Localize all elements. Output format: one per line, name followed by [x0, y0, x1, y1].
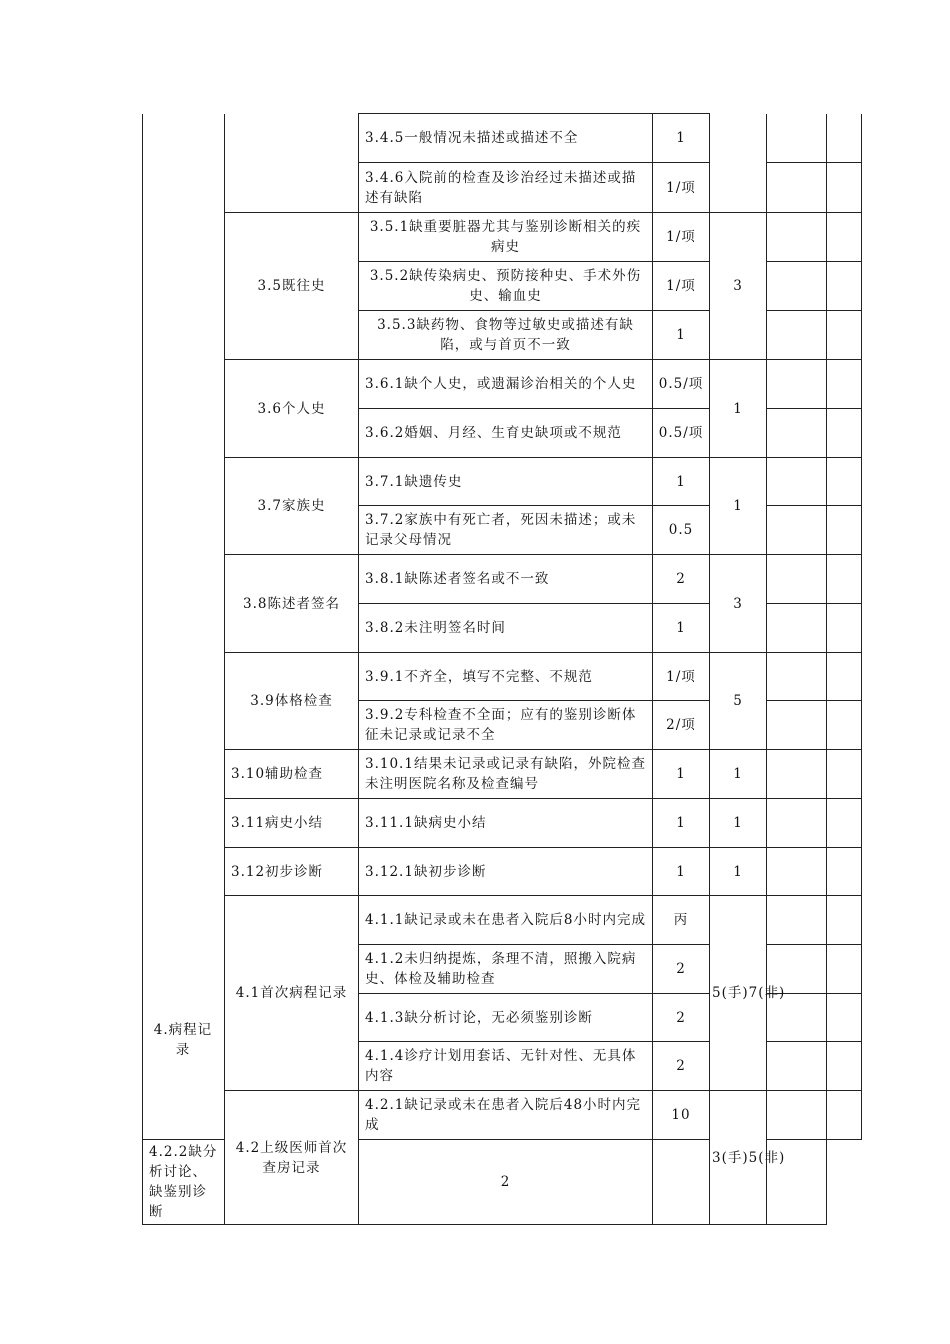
blank-cell — [827, 750, 862, 799]
item-cell: 4.2.1缺记录或未在患者入院后48小时内完成 — [359, 1091, 653, 1140]
blank-cell — [827, 653, 862, 701]
blank-cell — [827, 213, 862, 262]
blank-cell — [767, 311, 827, 360]
blank-cell — [827, 799, 862, 848]
category-label: 4.病程记录 — [153, 1022, 213, 1058]
item-cell: 3.5.3缺药物、食物等过敏史或描述有缺陷，或与首页不一致 — [359, 311, 653, 360]
blank-cell — [827, 409, 862, 458]
score-cell: 0.5 — [653, 506, 710, 555]
blank-cell — [827, 701, 862, 750]
score-cell: 1 — [653, 848, 710, 896]
score-cell: 1/项 — [653, 213, 710, 262]
score-cell: 1 — [653, 799, 710, 848]
score-cell: 2 — [653, 994, 710, 1042]
item-cell: 3.5.2缺传染病史、预防接种史、手术外伤史、输血史 — [359, 262, 653, 311]
group-cell: 3.8陈述者签名 — [225, 555, 359, 653]
total-cell: 5 — [710, 653, 767, 750]
blank-cell — [767, 262, 827, 311]
item-cell: 3.6.1缺个人史，或遗漏诊治相关的个人史 — [359, 360, 653, 409]
blank-cell — [767, 604, 827, 653]
item-cell: 3.4.6入院前的检查及诊治经过未描述或描述有缺陷 — [359, 163, 653, 213]
item-cell: 3.6.2婚姻、月经、生育史缺项或不规范 — [359, 409, 653, 458]
total-cell: 3 — [710, 213, 767, 360]
score-cell: 1 — [653, 114, 710, 163]
item-cell: 3.9.2专科检查不全面；应有的鉴别诊断体征未记录或记录不全 — [359, 701, 653, 750]
blank-cell — [767, 653, 827, 701]
blank-cell — [767, 750, 827, 799]
blank-cell — [767, 213, 827, 262]
item-cell: 3.8.1缺陈述者签名或不一致 — [359, 555, 653, 604]
score-cell: 1 — [653, 750, 710, 799]
group-cell: 3.6个人史 — [225, 360, 359, 458]
score-cell: 丙 — [653, 896, 710, 945]
item-cell: 4.1.4诊疗计划用套话、无针对性、无具体内容 — [359, 1042, 653, 1091]
total-cell: 1 — [710, 458, 767, 555]
item-cell: 3.7.1缺遗传史 — [359, 458, 653, 506]
group-cell: 3.5既往史 — [225, 213, 359, 360]
item-cell: 3.8.2未注明签名时间 — [359, 604, 653, 653]
score-cell: 2 — [653, 1042, 710, 1091]
blank-cell — [827, 360, 862, 409]
score-cell: 2 — [653, 945, 710, 994]
total-cell: 1 — [710, 750, 767, 799]
blank-cell — [653, 1140, 710, 1225]
blank-cell — [767, 506, 827, 555]
table-row — [143, 360, 862, 409]
total-cell: 1 — [710, 799, 767, 848]
total-cell: 5(手)7(非) — [710, 896, 767, 1091]
blank-cell — [827, 604, 862, 653]
score-cell: 1 — [653, 604, 710, 653]
blank-cell — [827, 262, 862, 311]
score-cell: 1/项 — [653, 653, 710, 701]
category-cell-blank — [143, 114, 225, 1140]
item-cell: 3.5.1缺重要脏器尤其与鉴别诊断相关的疾病史 — [359, 213, 653, 262]
blank-cell — [767, 799, 827, 848]
item-cell: 4.1.3缺分析讨论，无必须鉴别诊断 — [359, 994, 653, 1042]
group-cell-3-4 — [225, 114, 359, 213]
blank-cell — [767, 1091, 827, 1140]
table-row — [143, 1091, 862, 1140]
item-cell: 3.9.1不齐全，填写不完整、不规范 — [359, 653, 653, 701]
blank-cell — [827, 458, 862, 506]
blank-cell — [827, 1042, 862, 1091]
blank-cell — [767, 114, 827, 163]
item-cell: 3.7.2家族中有死亡者，死因未描述；或未记录父母情况 — [359, 506, 653, 555]
blank-cell — [767, 163, 827, 213]
group-cell: 3.10辅助检查 — [225, 750, 359, 799]
blank-cell — [767, 555, 827, 604]
total-cell — [710, 114, 767, 213]
score-cell: 2 — [359, 1140, 653, 1225]
group-cell: 4.2上级医师首次查房记录 — [225, 1091, 359, 1225]
table-row — [143, 114, 862, 163]
blank-cell — [827, 555, 862, 604]
blank-cell — [827, 945, 862, 994]
blank-cell — [827, 1091, 862, 1140]
table-row — [143, 896, 862, 945]
total-cell: 3(手)5(非) — [710, 1091, 767, 1225]
blank-cell — [827, 163, 862, 213]
blank-cell — [767, 409, 827, 458]
blank-cell — [827, 506, 862, 555]
item-cell: 3.10.1结果未记录或记录有缺陷，外院检查未注明医院名称及检查编号 — [359, 750, 653, 799]
table-row — [143, 799, 862, 848]
table-row — [143, 213, 862, 262]
blank-cell — [827, 848, 862, 896]
score-cell: 1 — [653, 458, 710, 506]
total-cell: 3 — [710, 555, 767, 653]
item-cell: 4.2.2缺分析讨论、缺鉴别诊断 — [143, 1140, 225, 1225]
score-cell: 0.5/项 — [653, 360, 710, 409]
group-cell: 3.9体格检查 — [225, 653, 359, 750]
total-cell: 1 — [710, 848, 767, 896]
blank-cell — [827, 994, 862, 1042]
score-cell: 1 — [653, 311, 710, 360]
scoring-table — [142, 113, 862, 1225]
score-cell: 2/项 — [653, 701, 710, 750]
blank-cell — [767, 701, 827, 750]
table-row — [143, 848, 862, 896]
group-cell: 3.11病史小结 — [225, 799, 359, 848]
group-cell: 3.12初步诊断 — [225, 848, 359, 896]
item-cell: 3.12.1缺初步诊断 — [359, 848, 653, 896]
table-row — [143, 458, 862, 506]
score-cell: 1/项 — [653, 163, 710, 213]
score-cell: 2 — [653, 555, 710, 604]
group-cell: 3.7家族史 — [225, 458, 359, 555]
blank-cell — [827, 896, 862, 945]
item-cell: 4.1.1缺记录或未在患者入院后8小时内完成 — [359, 896, 653, 945]
item-cell: 3.4.5一般情况未描述或描述不全 — [359, 114, 653, 163]
table-row — [143, 555, 862, 604]
score-cell: 1/项 — [653, 262, 710, 311]
item-cell: 3.11.1缺病史小结 — [359, 799, 653, 848]
blank-cell — [767, 458, 827, 506]
score-cell: 10 — [653, 1091, 710, 1140]
group-cell: 4.1首次病程记录 — [225, 896, 359, 1091]
blank-cell — [827, 114, 862, 163]
total-cell: 1 — [710, 360, 767, 458]
blank-cell — [767, 896, 827, 945]
blank-cell — [767, 1042, 827, 1091]
item-cell: 4.1.2未归纳提炼，条理不清，照搬入院病史、体检及辅助检查 — [359, 945, 653, 994]
table-row — [143, 750, 862, 799]
score-cell: 0.5/项 — [653, 409, 710, 458]
blank-cell — [827, 311, 862, 360]
table-row — [143, 653, 862, 701]
blank-cell — [767, 848, 827, 896]
blank-cell — [767, 360, 827, 409]
